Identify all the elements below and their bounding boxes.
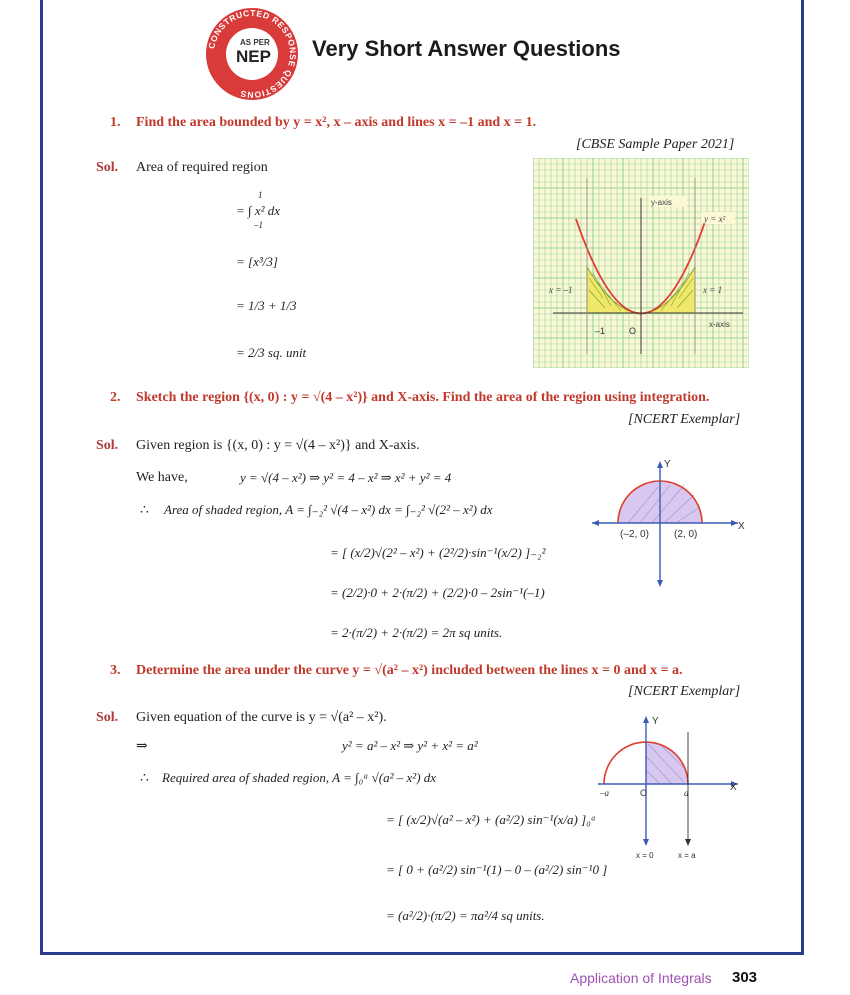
q1-graph-yaxis-label: y-axis xyxy=(651,198,672,207)
page-title: Very Short Answer Questions xyxy=(312,36,621,61)
q1-text: Find the area bounded by y = x², x – axis and lines x = –1 and x = 1. xyxy=(136,115,537,130)
q1-graph-xaxis-label: x-axis xyxy=(709,320,730,329)
q3-graph xyxy=(598,712,748,862)
q3-graph-y-label: Y xyxy=(652,716,659,727)
q1-graph-right-line: x = 1 xyxy=(703,285,723,295)
q3-line6: = (a²/2)·(π/2) = πa²/4 sq units. xyxy=(386,908,545,923)
q3-line1: Given equation of the curve is y = √(a² – x²). xyxy=(136,710,387,725)
q1-graph-tick-neg: –1 xyxy=(595,326,606,336)
q1-graph xyxy=(533,158,749,368)
q3-graph-neg-a: –a xyxy=(600,788,609,798)
q2-graph xyxy=(588,455,748,595)
q2-line4: = [ (x/2)√(2² – x²) + (2²/2)·sin⁻¹(x/2) ]₋₂² xyxy=(330,545,546,560)
q3-line4: = [ (x/2)√(a² – x²) + (a²/2) sin⁻¹(x/a) ]₀ᵃ xyxy=(386,812,596,827)
q3-number: 3. xyxy=(110,663,121,678)
q2-graph-left-point: (–2, 0) xyxy=(620,529,649,540)
q2-line2: y = √(4 – x²) ⇒ y² = 4 – x² ⇒ x² + y² = 4 xyxy=(240,470,452,485)
q1-sol-label: Sol. xyxy=(96,160,119,175)
q2-line6: = 2·(π/2) + 2·(π/2) = 2π sq units. xyxy=(330,625,503,640)
q2-line3: Area of shaded region, A = ∫₋₂² √(4 – x²) dx = ∫₋₂² √(2² – x²) dx xyxy=(164,502,493,517)
q1-step4: = 2/3 sq. unit xyxy=(236,345,307,360)
q1-graph-curve-label: y = x² xyxy=(704,214,726,224)
q3-therefore: ∴ xyxy=(140,771,149,786)
q2-graph-x-label: X xyxy=(738,521,745,532)
q1-graph-left-line: x = –1 xyxy=(549,285,573,295)
q3-sol-label: Sol. xyxy=(96,710,119,725)
q2-graph-right-point: (2, 0) xyxy=(674,529,698,540)
q1-number: 1. xyxy=(110,115,121,130)
q2-source: [NCERT Exemplar] xyxy=(628,412,741,427)
q2-line1: Given region is {(x, 0) : y = √(4 – x²)} and X-axis. xyxy=(136,438,420,453)
q2-number: 2. xyxy=(110,390,121,405)
footer-page-number: 303 xyxy=(732,969,758,986)
q2-text: Sketch the region {(x, 0) : y = √(4 – x²)} and X-axis. Find the area of the region using integration. xyxy=(136,390,710,405)
q2-graph-y-label: Y xyxy=(664,459,671,470)
q1-limit-bottom: –1 xyxy=(254,220,263,230)
q3-source: [NCERT Exemplar] xyxy=(628,684,741,699)
q1-step3: = 1/3 + 1/3 xyxy=(236,298,297,313)
q3-line3: Required area of shaded region, A = ∫₀ᵃ √(a² – x²) dx xyxy=(162,770,437,785)
q1-source: [CBSE Sample Paper 2021] xyxy=(576,137,735,152)
q3-graph-line-x0: x = 0 xyxy=(636,851,654,860)
q2-line5: = (2/2)·0 + 2·(π/2) + (2/2)·0 – 2sin⁻¹(–1) xyxy=(330,585,545,600)
q3-graph-x-label: X xyxy=(730,782,737,793)
q1-sol-intro: Area of required region xyxy=(136,160,268,175)
badge-as-per: AS PER xyxy=(240,38,270,47)
q1-step1: = ∫ x² dx xyxy=(236,203,281,218)
q3-text: Determine the area under the curve y = √(a² – x²) included between the lines x = 0 and x = a. xyxy=(136,663,683,678)
q1-graph-origin: O xyxy=(629,326,637,336)
q3-graph-line-xa: x = a xyxy=(678,851,696,860)
footer-chapter: Application of Integrals xyxy=(570,970,712,986)
q1-step2: = [x³/3] xyxy=(236,254,278,269)
q2-we-have: We have, xyxy=(136,470,188,485)
q2-therefore: ∴ xyxy=(140,503,149,518)
q3-line5: = [ 0 + (a²/2) sin⁻¹(1) – 0 – (a²/2) sin⁻¹0 ] xyxy=(386,862,608,877)
q1-limit-top: 1 xyxy=(258,190,263,200)
q3-line2: y² = a² – x² ⇒ y² + x² = a² xyxy=(342,738,478,753)
badge-ring-text: CONSTRUCTED RESPONSE QUESTIONS xyxy=(206,8,298,100)
q3-graph-pos-a: a xyxy=(684,788,689,798)
badge-nep: NEP xyxy=(236,47,271,66)
q2-sol-label: Sol. xyxy=(96,438,119,453)
q3-graph-origin: O xyxy=(640,788,648,798)
q3-arrow: ⇒ xyxy=(136,739,148,754)
